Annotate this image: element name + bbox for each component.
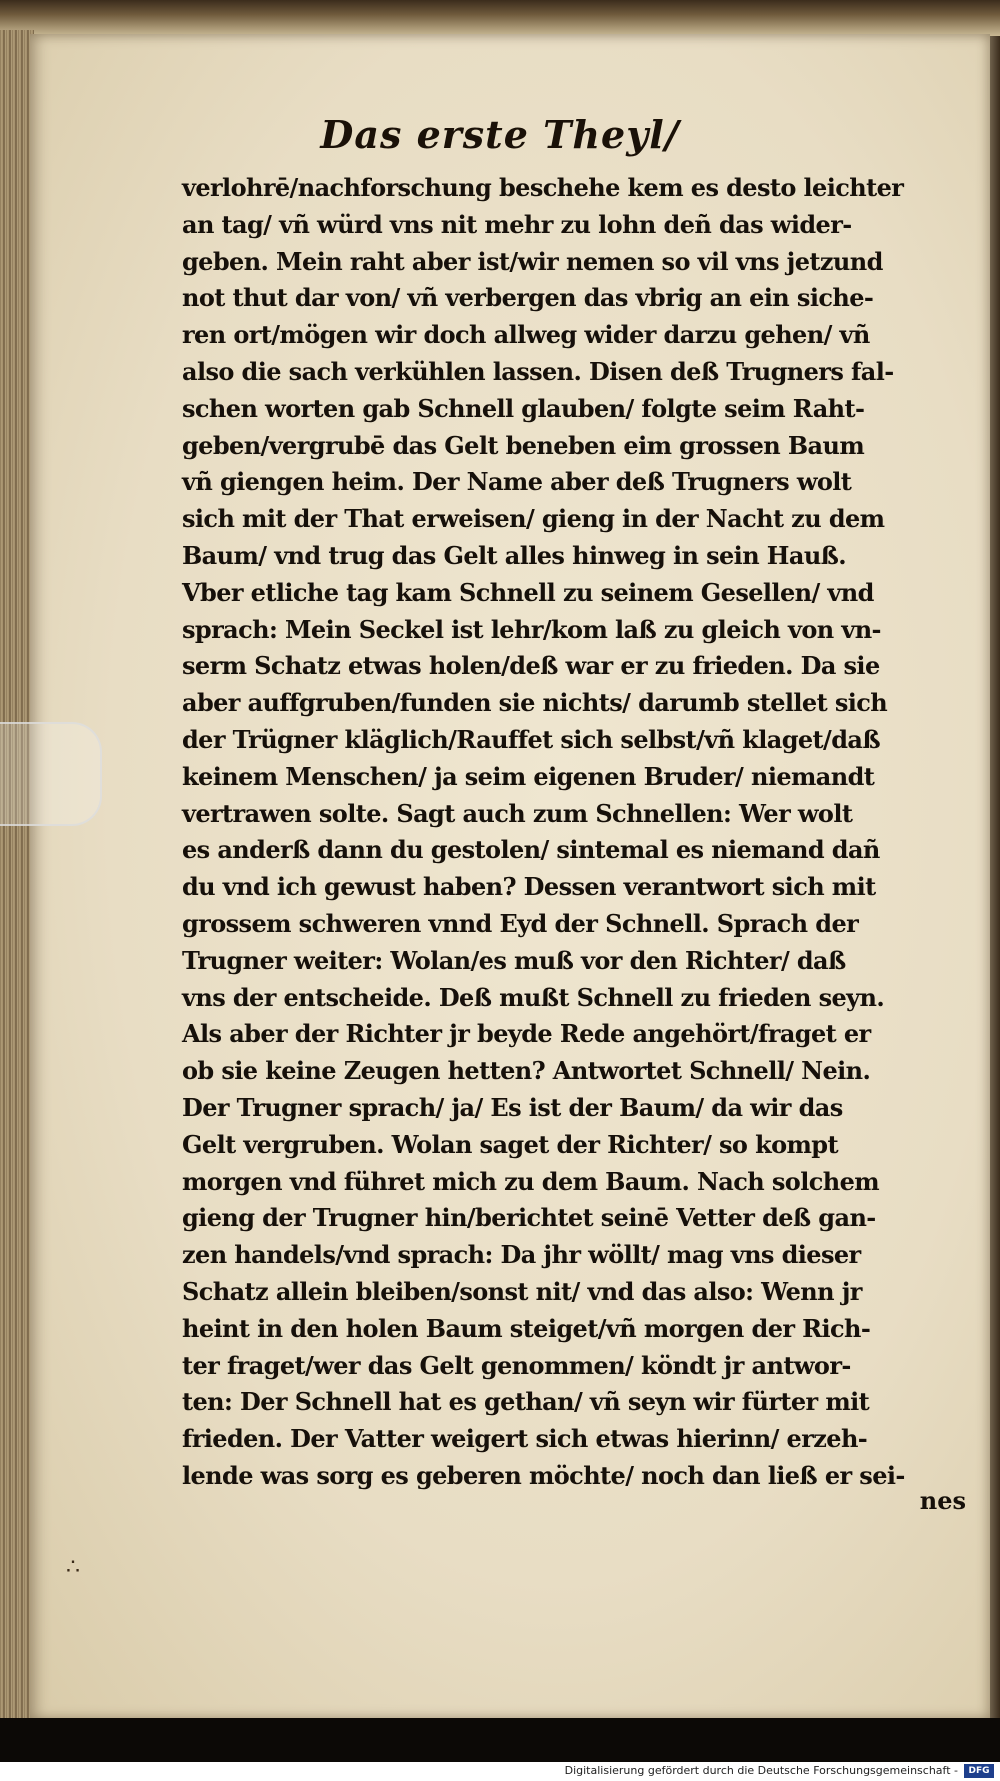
running-head: Das erste Theyl/ xyxy=(320,112,680,157)
text-line: Der Trugner sprach/ ja/ Es ist der Baum/ da wir das xyxy=(182,1092,843,1122)
text-line: lende was sorg es geberen möchte/ noch dan ließ er sei- xyxy=(182,1460,905,1490)
text-line: frieden. Der Vatter weigert sich etwas hierinn/ erzeh- xyxy=(182,1424,868,1454)
text-line: Baum/ vnd trug das Gelt alles hinweg in sein Hauß. xyxy=(182,540,847,570)
text-line: schen worten gab Schnell glauben/ folgte seim Raht- xyxy=(182,393,865,423)
text-line: der Trügner kläglich/Rauffet sich selbst/vñ klaget/daß xyxy=(182,724,880,754)
text-line: keinem Menschen/ ja seim eigenen Bruder/ niemandt xyxy=(182,761,875,791)
text-line: ren ort/mögen wir doch allweg wider darzu gehen/ vñ xyxy=(182,320,870,350)
scan-bottom-band xyxy=(0,1718,1000,1762)
text-line: Schatz allein bleiben/sonst nit/ vnd das also: Wenn jr xyxy=(182,1276,862,1306)
text-line: Trugner weiter: Wolan/es muß vor den Richter/ daß xyxy=(182,945,846,975)
text-line: also die sach verkühlen lassen. Disen deß Trugners fal- xyxy=(182,356,894,386)
page-turn-tab[interactable] xyxy=(0,722,102,826)
body-text xyxy=(182,170,972,1495)
page-top-edge xyxy=(0,0,1000,36)
text-line: aber auffgruben/funden sie nichts/ darumb stellet sich xyxy=(182,688,888,718)
text-line: ten: Der Schnell hat es gethan/ vñ seyn wir fürter mit xyxy=(182,1387,870,1417)
text-line: zen handels/vnd sprach: Da jhr wöllt/ mag vns dieser xyxy=(182,1240,861,1270)
text-line: morgen vnd führet mich zu dem Baum. Nach solchem xyxy=(182,1166,880,1196)
text-line: gieng der Trugner hin/berichtet seinē Vetter deß gan- xyxy=(182,1203,876,1233)
text-line: ter fraget/wer das Gelt genommen/ köndt jr antwor- xyxy=(182,1350,851,1380)
text-line: geben/vergrubē das Gelt beneben eim grossen Baum xyxy=(182,430,865,460)
text-line: vertrawen solte. Sagt auch zum Schnellen: Wer wolt xyxy=(182,798,853,828)
page-stack-edge xyxy=(0,30,34,1720)
text-line: verlohrē/nachforschung beschehe kem es desto leichter xyxy=(182,173,904,202)
margin-mark: ∴ xyxy=(66,1555,80,1580)
text-line: Als aber der Richter jr beyde Rede angehört/fraget er xyxy=(182,1019,871,1049)
footer-bar xyxy=(0,1762,1000,1781)
catchword: nes xyxy=(919,1486,966,1515)
text-line: es anderß dann du gestolen/ sintemal es niemand dañ xyxy=(182,835,880,865)
text-line: sprach: Mein Seckel ist lehr/kom laß zu gleich von vn- xyxy=(182,614,881,644)
text-line: not thut dar von/ vñ verbergen das vbrig an ein siche- xyxy=(182,283,874,313)
text-line: an tag/ vñ würd vns nit mehr zu lohn deñ das wider- xyxy=(182,209,852,239)
text-line: Vber etliche tag kam Schnell zu seinem Gesellen/ vnd xyxy=(182,577,874,607)
text-line: ob sie keine Zeugen hetten? Antwortet Schnell/ Nein. xyxy=(182,1056,871,1086)
text-line: vñ giengen heim. Der Name aber deß Trugners wolt xyxy=(182,467,852,497)
text-line: grossem schweren vnnd Eyd der Schnell. Sprach der xyxy=(182,908,859,938)
text-line: geben. Mein raht aber ist/wir nemen so vil vns jetzund xyxy=(182,246,883,276)
footer-credit: Digitalisierung gefördert durch die Deutsche Forschungsgemeinschaft - xyxy=(564,1764,958,1777)
text-line: sich mit der That erweisen/ gieng in der Nacht zu dem xyxy=(182,504,885,534)
text-line: serm Schatz etwas holen/deß war er zu frieden. Da sie xyxy=(182,651,880,681)
text-line: Gelt vergruben. Wolan saget der Richter/ so kompt xyxy=(182,1129,838,1159)
text-line: heint in den holen Baum steiget/vñ morgen der Rich- xyxy=(182,1313,871,1343)
text-line: vns der entscheide. Deß mußt Schnell zu frieden seyn. xyxy=(182,982,885,1012)
dfg-logo: DFG xyxy=(964,1764,994,1778)
text-line: du vnd ich gewust haben? Dessen verantwort sich mit xyxy=(182,872,876,902)
